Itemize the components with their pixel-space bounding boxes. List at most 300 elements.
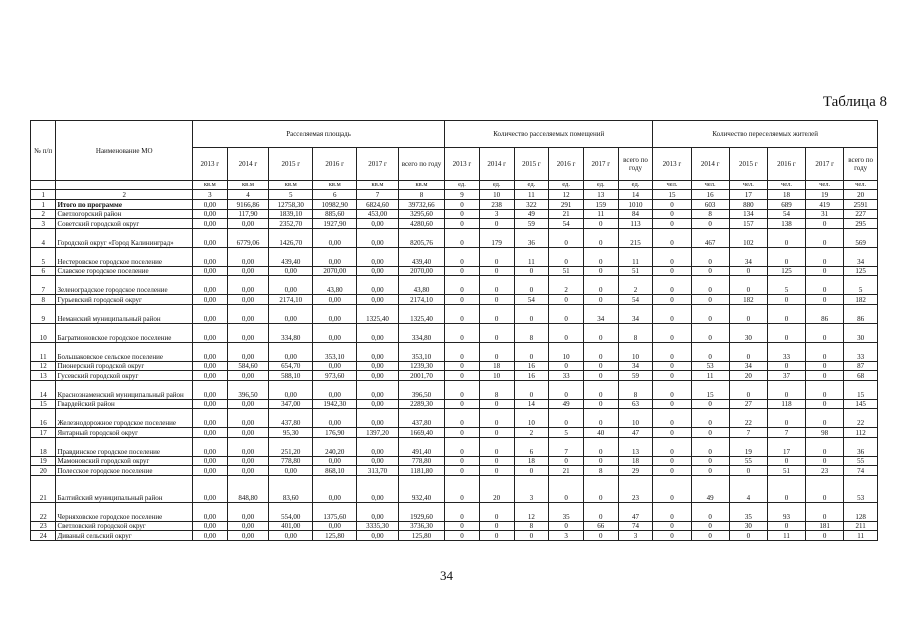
table-cell: 0 — [549, 409, 584, 428]
row-number: 13 — [31, 371, 56, 381]
table-cell: 0 — [767, 323, 805, 342]
table-cell: 0,00 — [269, 276, 313, 295]
table-row — [31, 456, 878, 466]
table-cell: 0 — [583, 502, 618, 521]
table-cell: 0 — [653, 295, 691, 305]
table-cell: 23 — [806, 466, 844, 476]
table-cell: 0 — [445, 399, 480, 409]
table-row — [31, 228, 878, 247]
table-cell: 0 — [691, 399, 729, 409]
table-cell: 353,10 — [313, 342, 357, 361]
table-cell: 0 — [479, 266, 514, 276]
table-cell: 0 — [549, 323, 584, 342]
header-unit: кв.м — [313, 181, 357, 190]
column-number: 20 — [844, 190, 878, 200]
table-cell: 0,00 — [192, 219, 227, 229]
table-cell: 86 — [844, 304, 878, 323]
table-cell: 102 — [729, 228, 767, 247]
table-cell: 34 — [618, 304, 653, 323]
table-cell: 0,00 — [313, 409, 357, 428]
column-number: 6 — [313, 190, 357, 200]
table-cell: 0 — [549, 521, 584, 531]
municipality-name: Нестеровское городское поселение — [56, 247, 193, 266]
table-cell: 21 — [549, 466, 584, 476]
header-year: 2014 г — [691, 148, 729, 181]
table-cell: 8 — [514, 323, 549, 342]
table-cell: 491,40 — [398, 437, 444, 456]
header-unit: чел. — [844, 181, 878, 190]
row-number: 2 — [31, 209, 56, 219]
table-row — [31, 475, 878, 502]
table-cell: 0 — [806, 323, 844, 342]
table-cell: 1239,30 — [398, 361, 444, 371]
table-cell: 654,70 — [269, 361, 313, 371]
table-cell: 0,00 — [192, 266, 227, 276]
table-row — [31, 428, 878, 438]
table-cell: 0 — [549, 361, 584, 371]
table-cell: 0 — [479, 409, 514, 428]
table-row — [31, 219, 878, 229]
table-cell: 83,60 — [269, 475, 313, 502]
table-cell: 0 — [445, 200, 480, 210]
table-cell: 0 — [806, 276, 844, 295]
table-cell: 291 — [549, 200, 584, 210]
column-number: 17 — [729, 190, 767, 200]
table-cell: 0 — [445, 502, 480, 521]
table-cell: 0 — [653, 409, 691, 428]
table-cell: 0 — [653, 323, 691, 342]
row-number: 6 — [31, 266, 56, 276]
column-number: 15 — [653, 190, 691, 200]
table-cell: 0,00 — [269, 266, 313, 276]
table-cell: 0 — [583, 342, 618, 361]
table-cell: 33 — [549, 371, 584, 381]
table-cell: 0,00 — [357, 456, 399, 466]
table-cell: 157 — [729, 219, 767, 229]
table-cell: 15 — [844, 380, 878, 399]
table-cell: 0 — [479, 219, 514, 229]
table-cell: 0 — [514, 276, 549, 295]
column-number: 10 — [479, 190, 514, 200]
table-cell: 1325,40 — [357, 304, 399, 323]
table-row — [31, 531, 878, 541]
table-cell: 0,00 — [357, 266, 399, 276]
table-cell: 54 — [514, 295, 549, 305]
table-cell: 439,40 — [398, 247, 444, 266]
table-cell: 0 — [691, 247, 729, 266]
municipality-name: Краснознаменский муниципальный район — [56, 380, 193, 399]
table-cell: 182 — [844, 295, 878, 305]
row-number: 4 — [31, 228, 56, 247]
table-cell: 0,00 — [269, 466, 313, 476]
table-row — [31, 361, 878, 371]
table-cell: 0,00 — [227, 466, 269, 476]
table-cell: 5 — [549, 428, 584, 438]
table-cell: 29 — [618, 466, 653, 476]
table-cell: 63 — [618, 399, 653, 409]
table-cell: 2 — [514, 428, 549, 438]
table-cell: 0,00 — [313, 304, 357, 323]
table-cell: 0 — [583, 276, 618, 295]
table-cell: 0 — [479, 247, 514, 266]
table-cell: 30 — [729, 323, 767, 342]
table-cell: 1929,60 — [398, 502, 444, 521]
table-cell: 0 — [767, 409, 805, 428]
table-cell: 0 — [653, 200, 691, 210]
row-number: 24 — [31, 531, 56, 541]
table-cell: 0 — [729, 380, 767, 399]
table-cell: 0,00 — [227, 342, 269, 361]
municipality-name: Диваный сельский округ — [56, 531, 193, 541]
table-cell: 6779,06 — [227, 228, 269, 247]
table-cell: 0 — [691, 295, 729, 305]
table-cell: 885,60 — [313, 209, 357, 219]
table-cell: 0 — [653, 380, 691, 399]
table-cell: 0,00 — [357, 399, 399, 409]
column-number: 14 — [618, 190, 653, 200]
table-cell: 322 — [514, 200, 549, 210]
table-cell: 240,20 — [313, 437, 357, 456]
column-number: 8 — [398, 190, 444, 200]
table-row — [31, 371, 878, 381]
header-year: 2015 г — [514, 148, 549, 181]
table-row — [31, 502, 878, 521]
table-cell: 30 — [844, 323, 878, 342]
table-cell: 27 — [729, 399, 767, 409]
column-number: 4 — [227, 190, 269, 200]
table-cell: 0,00 — [192, 247, 227, 266]
row-number: 1 — [31, 200, 56, 210]
table-cell: 125 — [844, 266, 878, 276]
header-year: 2014 г — [227, 148, 269, 181]
table-cell: 0 — [806, 228, 844, 247]
table-cell: 0 — [514, 531, 549, 541]
table-cell: 95,30 — [269, 428, 313, 438]
table-cell: 0 — [729, 531, 767, 541]
table-cell: 8205,76 — [398, 228, 444, 247]
header-year: 2017 г — [806, 148, 844, 181]
table-cell: 0,00 — [357, 409, 399, 428]
table-cell: 0,00 — [192, 456, 227, 466]
row-number: 12 — [31, 361, 56, 371]
table-cell: 1397,20 — [357, 428, 399, 438]
municipality-name: Неманский муниципальный район — [56, 304, 193, 323]
table-cell: 5 — [844, 276, 878, 295]
table-cell: 18 — [479, 361, 514, 371]
column-number: 16 — [691, 190, 729, 200]
table-cell: 0 — [514, 304, 549, 323]
table-cell: 584,60 — [227, 361, 269, 371]
table-cell: 227 — [844, 209, 878, 219]
table-cell: 0 — [806, 475, 844, 502]
table-cell: 8 — [514, 521, 549, 531]
row-number: 21 — [31, 475, 56, 502]
table-cell: 16 — [514, 371, 549, 381]
table-cell: 0,00 — [192, 409, 227, 428]
table-cell: 182 — [729, 295, 767, 305]
table-cell: 7 — [767, 428, 805, 438]
table-cell: 47 — [618, 502, 653, 521]
table-cell: 0 — [583, 228, 618, 247]
table-cell: 0 — [691, 342, 729, 361]
table-cell: 0 — [691, 531, 729, 541]
row-number: 22 — [31, 502, 56, 521]
table-cell: 0,00 — [192, 399, 227, 409]
municipality-name: Светловский городской округ — [56, 521, 193, 531]
table-cell: 0 — [445, 276, 480, 295]
table-cell: 0 — [691, 266, 729, 276]
table-cell: 8 — [618, 323, 653, 342]
header-num: № п/п — [31, 121, 56, 181]
table-cell: 0 — [691, 437, 729, 456]
table-cell: 0 — [653, 228, 691, 247]
table-cell: 49 — [691, 475, 729, 502]
table-cell: 0 — [653, 266, 691, 276]
table-cell: 0,00 — [227, 399, 269, 409]
table-cell: 0 — [479, 276, 514, 295]
table-cell: 8 — [479, 380, 514, 399]
table-cell: 138 — [767, 219, 805, 229]
table-cell: 36 — [844, 437, 878, 456]
table-cell: 0 — [653, 428, 691, 438]
table-row — [31, 295, 878, 305]
table-cell: 0,00 — [192, 531, 227, 541]
table-cell: 211 — [844, 521, 878, 531]
table-cell: 0 — [653, 361, 691, 371]
municipality-name: Гурьевский городской округ — [56, 295, 193, 305]
table-cell: 4280,60 — [398, 219, 444, 229]
table-cell: 0 — [806, 399, 844, 409]
table-cell: 0,00 — [313, 380, 357, 399]
table-cell: 0,00 — [227, 371, 269, 381]
municipality-name: Городской округ «Город Калининград» — [56, 228, 193, 247]
table-cell: 0,00 — [192, 371, 227, 381]
table-cell: 10 — [618, 409, 653, 428]
table-cell: 2352,70 — [269, 219, 313, 229]
table-cell: 0 — [479, 342, 514, 361]
header-unit: кв.м — [357, 181, 399, 190]
table-cell: 0 — [445, 209, 480, 219]
header-unit: чел. — [806, 181, 844, 190]
table-cell: 251,20 — [269, 437, 313, 456]
table-cell: 22 — [844, 409, 878, 428]
table-cell: 0,00 — [357, 380, 399, 399]
table-cell: 128 — [844, 502, 878, 521]
table-cell: 0,00 — [357, 475, 399, 502]
table-cell: 43,80 — [313, 276, 357, 295]
table-cell: 0 — [691, 219, 729, 229]
table-cell: 0 — [767, 380, 805, 399]
table-cell: 0 — [806, 380, 844, 399]
row-number: 15 — [31, 399, 56, 409]
table-cell: 0,00 — [192, 276, 227, 295]
table-cell: 0,00 — [192, 428, 227, 438]
table-cell: 43,80 — [398, 276, 444, 295]
table-cell: 145 — [844, 399, 878, 409]
row-number: 16 — [31, 409, 56, 428]
table-cell: 0 — [445, 219, 480, 229]
table-cell: 15 — [691, 380, 729, 399]
table-cell: 0 — [549, 380, 584, 399]
table-cell: 6824,60 — [357, 200, 399, 210]
row-number: 3 — [31, 219, 56, 229]
table-cell: 0 — [653, 276, 691, 295]
table-cell: 0 — [806, 219, 844, 229]
table-row — [31, 466, 878, 476]
column-number: 7 — [357, 190, 399, 200]
table-cell: 55 — [844, 456, 878, 466]
table-cell: 238 — [479, 200, 514, 210]
table-cell: 0,00 — [192, 304, 227, 323]
table-cell: 11 — [618, 247, 653, 266]
table-row — [31, 380, 878, 399]
table-cell: 17 — [767, 437, 805, 456]
table-cell: 215 — [618, 228, 653, 247]
table-cell: 0,00 — [313, 521, 357, 531]
table-cell: 0 — [653, 466, 691, 476]
table-cell: 0 — [479, 531, 514, 541]
table-cell: 2591 — [844, 200, 878, 210]
municipality-name: Янтарный городской округ — [56, 428, 193, 438]
table-cell: 0,00 — [192, 342, 227, 361]
table-cell: 0 — [653, 304, 691, 323]
table-cell: 0 — [583, 323, 618, 342]
table-cell: 0,00 — [313, 475, 357, 502]
table-cell: 401,00 — [269, 521, 313, 531]
table-cell: 0,00 — [227, 276, 269, 295]
table-cell: 0 — [479, 502, 514, 521]
table-row — [31, 209, 878, 219]
municipality-name: Пионерский городской округ — [56, 361, 193, 371]
table-cell: 2001,70 — [398, 371, 444, 381]
table-cell: 0,00 — [192, 209, 227, 219]
table-cell: 1669,40 — [398, 428, 444, 438]
table-cell: 8 — [691, 209, 729, 219]
table-cell: 0 — [479, 521, 514, 531]
header-unit: ед. — [549, 181, 584, 190]
table-cell: 334,80 — [269, 323, 313, 342]
municipality-name: Багратионовское городское поселение — [56, 323, 193, 342]
table-cell: 396,50 — [398, 380, 444, 399]
table-cell: 33 — [844, 342, 878, 361]
header-year: 2014 г — [479, 148, 514, 181]
table-cell: 0,00 — [192, 466, 227, 476]
table-cell: 34 — [583, 304, 618, 323]
table-cell: 0,00 — [269, 531, 313, 541]
table-cell: 0 — [691, 428, 729, 438]
table-cell: 0,00 — [313, 361, 357, 371]
municipality-name: Советский городской округ — [56, 219, 193, 229]
header-total: всего по году — [398, 148, 444, 181]
table-row — [31, 342, 878, 361]
table-cell: 0 — [445, 361, 480, 371]
header-year: 2016 г — [767, 148, 805, 181]
table-cell: 0 — [479, 323, 514, 342]
table-cell: 0 — [767, 456, 805, 466]
column-number: 9 — [445, 190, 480, 200]
table-cell: 87 — [844, 361, 878, 371]
header-unit: кв.м — [227, 181, 269, 190]
table-cell: 0,00 — [227, 323, 269, 342]
table-cell: 0 — [445, 380, 480, 399]
table-cell: 10 — [549, 342, 584, 361]
header-year: 2017 г — [357, 148, 399, 181]
table-cell: 0,00 — [357, 502, 399, 521]
table-row — [31, 200, 878, 210]
table-cell: 0,00 — [357, 247, 399, 266]
table-cell: 353,10 — [398, 342, 444, 361]
row-number: 19 — [31, 456, 56, 466]
table-cell: 0,00 — [227, 531, 269, 541]
table-cell: 0 — [445, 371, 480, 381]
header-row-units — [31, 181, 878, 190]
table-cell: 51 — [549, 266, 584, 276]
table-cell: 51 — [618, 266, 653, 276]
table-row — [31, 323, 878, 342]
table-cell: 0 — [445, 521, 480, 531]
table-cell: 0,00 — [192, 437, 227, 456]
table-cell: 0,00 — [357, 228, 399, 247]
table-cell: 0 — [549, 475, 584, 502]
table-cell: 1839,10 — [269, 209, 313, 219]
table-cell: 467 — [691, 228, 729, 247]
table-cell: 0 — [729, 342, 767, 361]
table-cell: 21 — [549, 209, 584, 219]
header-year: 2017 г — [583, 148, 618, 181]
table-cell: 848,80 — [227, 475, 269, 502]
row-number: 9 — [31, 304, 56, 323]
table-cell: 0 — [479, 437, 514, 456]
table-cell: 973,60 — [313, 371, 357, 381]
table-cell: 0 — [653, 475, 691, 502]
unit-empty — [56, 181, 193, 190]
table-cell: 0,00 — [192, 200, 227, 210]
table-cell: 134 — [729, 209, 767, 219]
table-cell: 12 — [514, 502, 549, 521]
table-cell: 0 — [479, 456, 514, 466]
table-cell: 295 — [844, 219, 878, 229]
table-cell: 0 — [583, 295, 618, 305]
table-cell: 0 — [583, 456, 618, 466]
table-cell: 34 — [729, 247, 767, 266]
table-cell: 159 — [583, 200, 618, 210]
table-cell: 179 — [479, 228, 514, 247]
row-number: 14 — [31, 380, 56, 399]
table-cell: 396,50 — [227, 380, 269, 399]
municipality-name: Правдинское городское поселение — [56, 437, 193, 456]
column-number: 18 — [767, 190, 805, 200]
table-cell: 0,00 — [227, 266, 269, 276]
table-cell: 118 — [767, 399, 805, 409]
table-cell: 603 — [691, 200, 729, 210]
table-cell: 0 — [549, 228, 584, 247]
header-unit: ед. — [618, 181, 653, 190]
table-cell: 49 — [549, 399, 584, 409]
table-cell: 1927,90 — [313, 219, 357, 229]
table-cell: 0,00 — [357, 371, 399, 381]
table-cell: 0 — [691, 502, 729, 521]
table-cell: 1375,60 — [313, 502, 357, 521]
table-cell: 11 — [844, 531, 878, 541]
table-cell: 0 — [514, 380, 549, 399]
table-cell: 0 — [583, 371, 618, 381]
table-cell: 54 — [618, 295, 653, 305]
municipality-name: Железнодорожное городское поселение — [56, 409, 193, 428]
table-cell: 0 — [806, 502, 844, 521]
table-cell: 0,00 — [227, 428, 269, 438]
header-unit: кв.м — [192, 181, 227, 190]
table-cell: 0 — [479, 304, 514, 323]
